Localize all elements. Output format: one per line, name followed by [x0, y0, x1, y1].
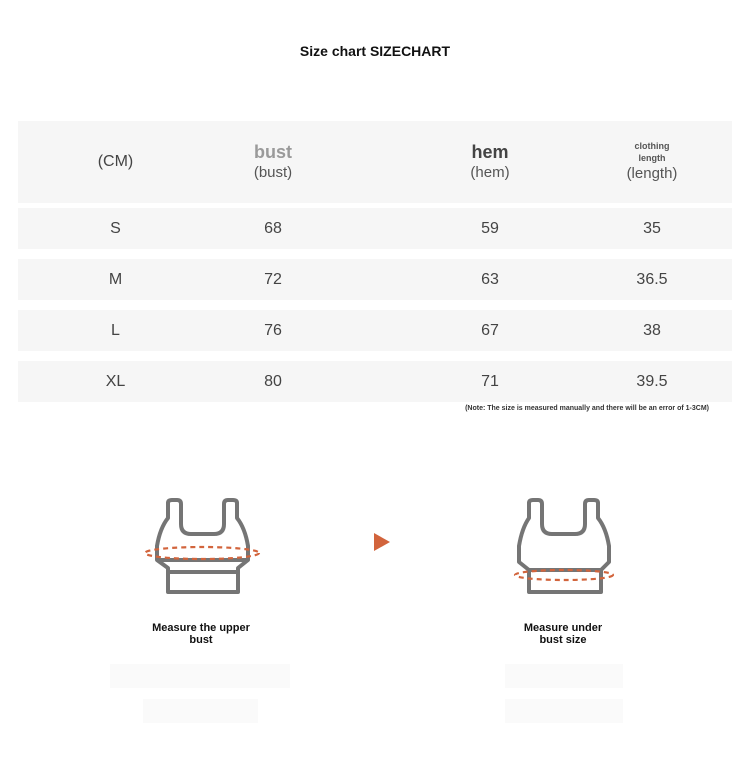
page-title: Size chart SIZECHART [299, 43, 451, 59]
table-row [18, 310, 732, 351]
table-row [18, 259, 732, 300]
hem-header [415, 141, 565, 183]
table-row [18, 208, 732, 249]
size-cell: M [108, 270, 123, 288]
length-header-label-line2: length [638, 153, 666, 163]
faint-block [143, 699, 258, 723]
upper-bust-caption [140, 622, 262, 646]
upper-bust-caption-line2: bust [189, 634, 213, 646]
under-bust-caption-line1: Measure under [523, 622, 603, 634]
hem-cell: 63 [481, 270, 499, 288]
bust-cell: 80 [264, 372, 282, 390]
sports-bra-outline-icon [140, 498, 265, 598]
size-cell: S [110, 219, 121, 237]
length-header [592, 140, 712, 184]
length-header-label-line1: clothing [634, 141, 670, 151]
table-header-row [18, 121, 732, 203]
hem-cell: 71 [481, 372, 499, 390]
faint-block [110, 664, 290, 688]
bust-cell: 68 [264, 219, 282, 237]
bust-header-sub: (bust) [253, 164, 293, 181]
hem-header-label: hem [471, 142, 509, 162]
triangle-right-icon [373, 532, 391, 557]
under-bust-caption [505, 622, 621, 646]
sports-bra-outline-icon [505, 498, 623, 598]
hem-cell: 59 [481, 219, 499, 237]
size-cell: XL [105, 372, 126, 390]
bust-cell: 72 [264, 270, 282, 288]
unit-label: (CM) [97, 153, 134, 170]
under-bust-caption-line2: bust size [539, 634, 587, 646]
size-cell: L [111, 321, 120, 339]
upper-bust-caption-line1: Measure the upper [152, 622, 250, 634]
faint-block [505, 664, 623, 688]
length-header-sub: (length) [626, 165, 678, 182]
length-cell: 38 [643, 321, 661, 339]
bust-cell: 76 [264, 321, 282, 339]
upper-bust-figure [140, 498, 265, 598]
length-cell: 39.5 [636, 372, 668, 390]
hem-cell: 67 [481, 321, 499, 339]
size-table [18, 121, 732, 412]
length-cell: 35 [643, 219, 661, 237]
under-bust-figure [505, 498, 623, 598]
measurement-note: (Note: The size is measured manually and there will be an error of 1-3CM) [465, 405, 709, 412]
hem-header-sub: (hem) [470, 164, 510, 181]
bust-header [213, 141, 333, 183]
length-cell: 36.5 [636, 270, 668, 288]
faint-block [505, 699, 623, 723]
table-row [18, 361, 732, 402]
bust-header-label: bust [254, 142, 292, 162]
